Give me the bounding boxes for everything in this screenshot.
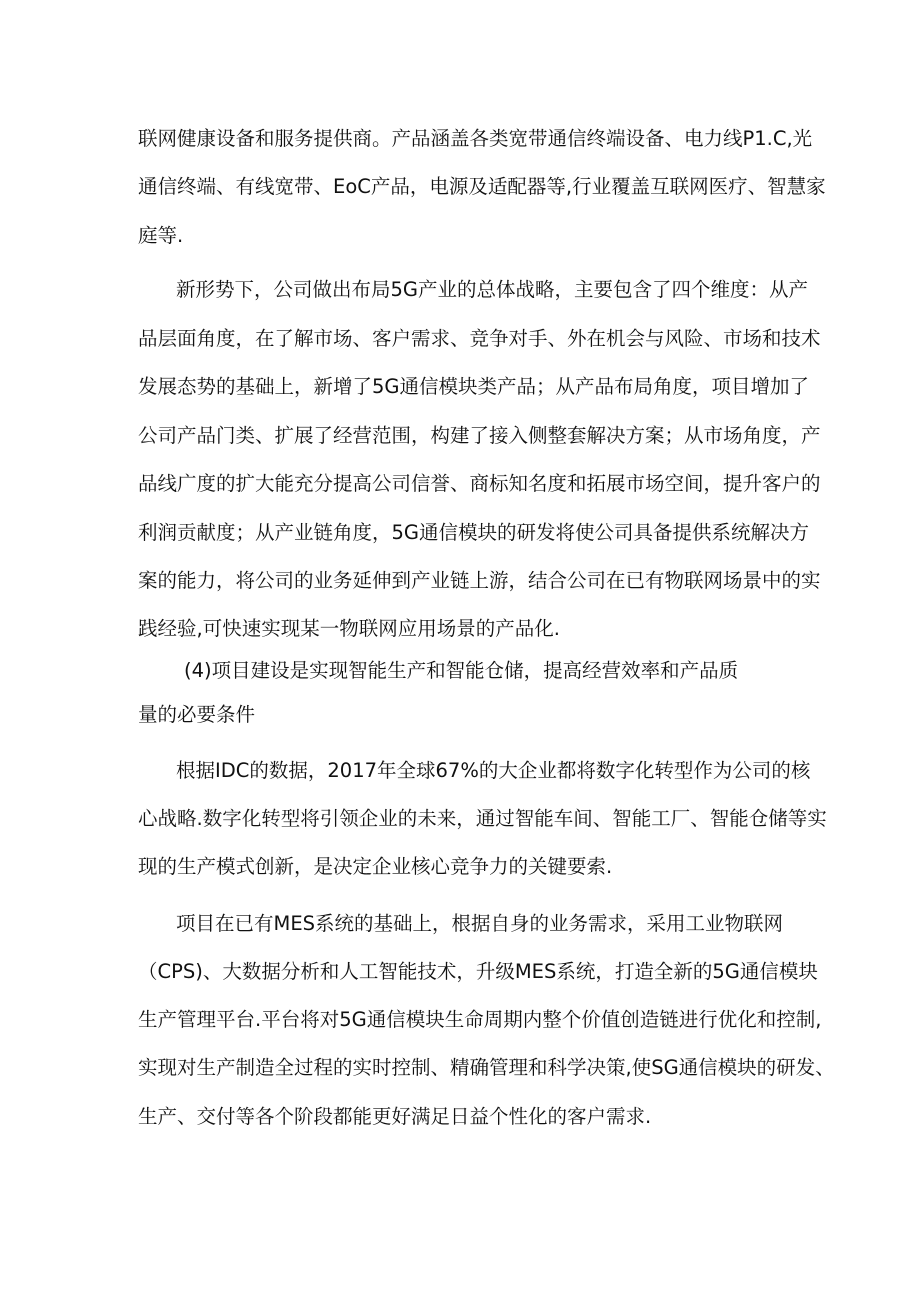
section-heading-line-2: 量的必要条件 xyxy=(138,703,256,726)
paragraph-3-line-1: 根据IDC的数据，2017年全球67%的大企业都将数字化转型作为公司的核 xyxy=(176,759,811,782)
paragraph-4-line-3: 生产管理平台.平台将对5G通信模块生命周期内整个价值创造链进行优化和控制, xyxy=(138,1008,822,1031)
paragraph-1-line-2: 通信终端、有线宽带、EoC产品，电源及适配器等,行业覆盖互联网医疗、智慧家 xyxy=(138,175,826,198)
paragraph-3-line-2: 心战略.数字化转型将引领企业的未来，通过智能车间、智能工厂、智能仓储等实 xyxy=(138,807,827,830)
paragraph-2-line-4: 公司产品门类、扩展了经营范围，构建了接入侧整套解决方案；从市场角度，产 xyxy=(138,424,821,447)
paragraph-2-line-6: 利润贡献度；从产业链角度，5G通信模块的研发将使公司具备提供系统解决方 xyxy=(138,521,810,544)
paragraph-4-line-4: 实现对生产制造全过程的实时控制、精确管理和科学决策,使SG通信模块的研发、 xyxy=(138,1056,835,1079)
paragraph-4-line-1: 项目在已有MES系统的基础上，根据自身的业务需求，采用工业物联网 xyxy=(176,912,784,935)
paragraph-2-line-3: 发展态势的基础上，新增了5G通信模块类产品；从产品布局角度，项目增加了 xyxy=(138,375,810,398)
paragraph-3-line-3: 现的生产模式创新，是决定企业核心竞争力的关键要索. xyxy=(138,855,613,878)
paragraph-4-line-5: 生产、交付等各个阶段都能更好满足日益个性化的客户需求. xyxy=(138,1105,652,1128)
paragraph-2-line-7: 案的能力，将公司的业务延伸到产业链上游，结合公司在已有物联网场景中的实 xyxy=(138,569,821,592)
paragraph-2-line-8: 践经验,可快速实现某一物联网应用场景的产品化. xyxy=(138,617,560,640)
section-heading-line-1: (4)项目建设是实现智能生产和智能仓储，提高经营效率和产品质 xyxy=(184,659,739,682)
paragraph-4-line-2: （CPS)、大数据分析和人工智能技术，升级MES系统，打造全新的5G通信模块 xyxy=(138,960,818,983)
paragraph-2-line-2: 品层面角度，在了解市场、客户需求、竞争对手、外在机会与风险、市场和技术 xyxy=(138,327,821,350)
paragraph-1-line-1: 联网健康设备和服务提供商。产品涵盖各类宽带通信终端设备、电力线P1.C,光 xyxy=(138,127,813,150)
paragraph-1-line-3: 庭等. xyxy=(138,224,184,247)
paragraph-2-line-1: 新形势下，公司做出布局5G产业的总体战略，主要包含了四个维度：从产 xyxy=(176,278,809,301)
paragraph-2-line-5: 品线广度的扩大能充分提高公司信誉、商标知名度和拓展市场空间，提升客户的 xyxy=(138,472,821,495)
